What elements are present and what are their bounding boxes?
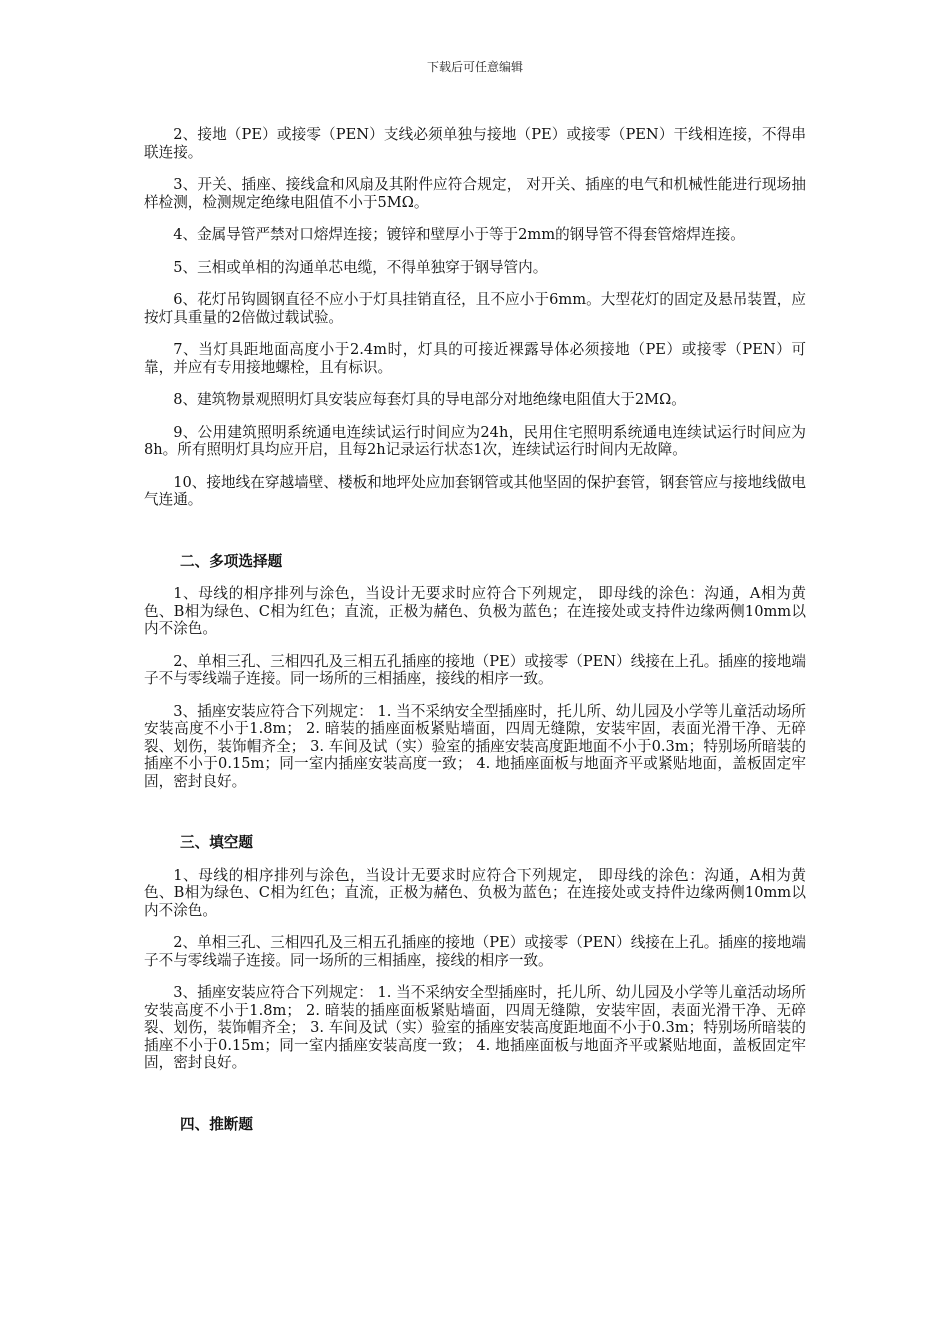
paragraph: 8、建筑物景观照明灯具安装应每套灯具的导电部分对地绝缘电阻值大于2MΩ。 (173, 391, 686, 408)
paragraph: 2、单相三孔、三相四孔及三相五孔插座的接地（PE）或接零（PEN）线接在上孔。插座的接地端子不与零线端子连接。同一场所的三相插座，接线的相序一致。 (144, 934, 806, 969)
paragraph: 3、插座安装应符合下列规定： 1. 当不采纳安全型插座时，托儿所、幼儿园及小学等儿童活动场所安装高度不小于1.8m； 2. 暗装的插座面板紧贴墙面，四周无缝隙，安装牢固，表面光滑干净、无碎裂、划伤，装饰帽齐全； 3. 车间及试（实）验室的插座安装高度距地面不小于0.3m；特别场所暗装的插座不小于0.15m；同一室内插座安装高度一致； 4. 地插座面板与地面齐平或紧贴地面，盖板固定牢固，密封良好。 (144, 702, 806, 790)
paragraph: 10、接地线在穿越墙壁、楼板和地坪处应加套钢管或其他坚固的保护套管，钢套管应与接地线做电气连通。 (144, 473, 806, 508)
paragraph: 3、插座安装应符合下列规定： 1. 当不采纳安全型插座时，托儿所、幼儿园及小学等儿童活动场所安装高度不小于1.8m； 2. 暗装的插座面板紧贴墙面，四周无缝隙，安装牢固，表面光滑干净、无碎裂、划伤，装饰帽齐全； 3. 车间及试（实）验室的插座安装高度距地面不小于0.3m；特别场所暗装的插座不小于0.15m；同一室内插座安装高度一致； 4. 地插座面板与地面齐平或紧贴地面，盖板固定牢固，密封良好。 (144, 984, 806, 1071)
paragraph: 1、母线的相序排列与涂色，当设计无要求时应符合下列规定， 即母线的涂色：沟通，A相为黄色、B相为绿色、C相为红色；直流，正极为赭色、负极为蓝色；在连接处或支持件边缘两侧10mm以内不涂色。 (144, 585, 806, 637)
page-header: 下载后可任意编辑 (426, 60, 523, 74)
paragraph: 3、开关、插座、接线盒和风扇及其附件应符合规定， 对开关、插座的电气和机械性能进行现场抽样检测，检测规定绝缘电阻值不小于5MΩ。 (144, 176, 806, 211)
section-heading: 四、推断题 (180, 1115, 253, 1133)
section-heading: 二、多项选择题 (180, 552, 283, 570)
paragraph: 9、公用建筑照明系统通电连续试运行时间应为24h，民用住宅照明系统通电连续试运行时间应为8h。所有照明灯具均应开启，且每2h记录运行状态1次，连续试运行时间内无故障。 (144, 423, 806, 458)
document-body (144, 126, 806, 1148)
paragraph: 2、单相三孔、三相四孔及三相五孔插座的接地（PE）或接零（PEN）线接在上孔。插座的接地端子不与零线端子连接。同一场所的三相插座，接线的相序一致。 (144, 652, 806, 687)
paragraph: 5、三相或单相的沟通单芯电缆，不得单独穿于钢导管内。 (173, 258, 548, 276)
paragraph: 2、接地（PE）或接零（PEN）支线必须单独与接地（PE）或接零（PEN）干线相连接，不得串联连接。 (144, 126, 806, 161)
paragraph: 1、母线的相序排列与涂色，当设计无要求时应符合下列规定， 即母线的涂色：沟通，A相为黄色、B相为绿色、C相为红色；直流，正极为赭色、负极为蓝色；在连接处或支持件边缘两侧10mm以内不涂色。 (144, 866, 806, 919)
section-1-items (144, 126, 806, 509)
paragraph: 7、当灯具距地面高度小于2.4m时，灯具的可接近裸露导体必须接地（PE）或接零（PEN）可靠，并应有专用接地螺栓，且有标识。 (144, 341, 806, 376)
section-gap (144, 524, 806, 553)
section-gap (144, 1087, 806, 1116)
paragraph: 4、金属导管严禁对口熔焊连接；镀锌和壁厚小于等于2mm的钢导管不得套管熔焊连接。 (173, 226, 745, 243)
section-gap (144, 805, 806, 834)
section-heading: 三、填空题 (180, 834, 253, 851)
paragraph: 6、花灯吊钩圆钢直径不应小于灯具挂销直径，且不应小于6mm。大型花灯的固定及悬吊装置，应按灯具重量的2倍做过载试验。 (144, 291, 806, 326)
